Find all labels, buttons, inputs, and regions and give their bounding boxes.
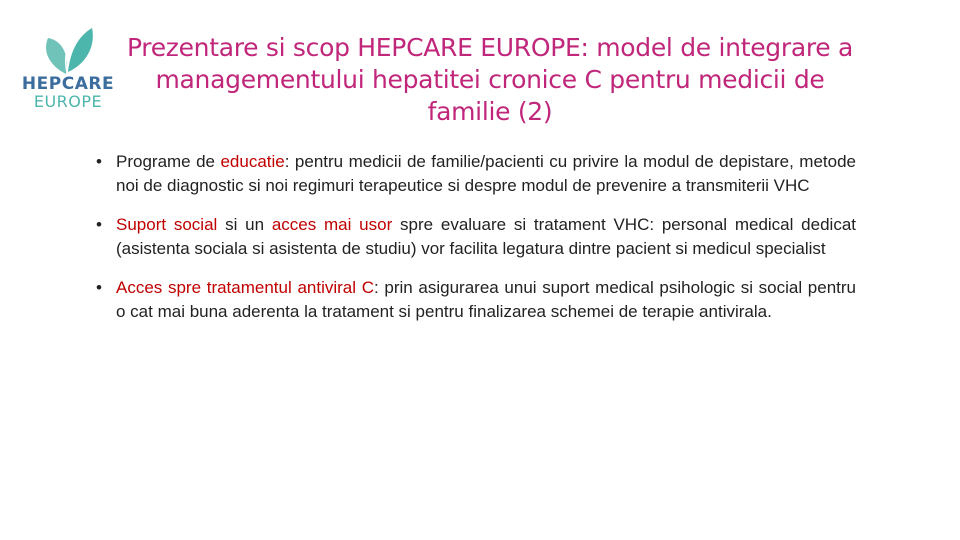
bullet-2-mid: si un (217, 215, 272, 234)
logo-hepcare-text: HEPCARE (21, 74, 115, 94)
bullet-2-post: spre evaluare si tratament VHC: personal medical dedicat (asistenta sociala si asistenta de studiu) vor facilita legatura dintre pacient si medicul specialist (116, 215, 856, 258)
bullet-2-highlight-1: Suport social (116, 215, 218, 234)
bullet-2-highlight-2: acces mai usor (271, 215, 393, 234)
bullet-1-post: : pentru medicii de familie/pacienti cu privire la modul de depistare, metode noi de diagnostic si noi regimuri terapeutice si despre modul de prevenire a transmiterii VHC (116, 152, 856, 195)
bullet-1-highlight: educatie (220, 152, 285, 171)
leaf-icon (40, 26, 96, 76)
bullet-3-post: : prin asigurarea unui suport medical psihologic si social pentru o cat mai buna aderenta la tratament si pentru finalizarea schemei de terapie antivirala. (116, 278, 857, 321)
bullet-item-acces-tratament (96, 276, 856, 324)
logo-europe-text: EUROPE (33, 92, 103, 111)
bullet-item-educatie (96, 150, 856, 198)
bullet-item-suport-social (96, 213, 856, 261)
slide-title: Prezentare si scop HEPCARE EUROPE: model de integrare a managementului hepatitei cronice C pentru medicii de familie (2) (126, 33, 854, 126)
hepcare-logo (18, 26, 118, 116)
bullet-list (96, 150, 856, 339)
bullet-3-highlight: Acces spre tratamentul antiviral C (116, 278, 374, 297)
bullet-1-pre: Programe de (116, 152, 221, 171)
